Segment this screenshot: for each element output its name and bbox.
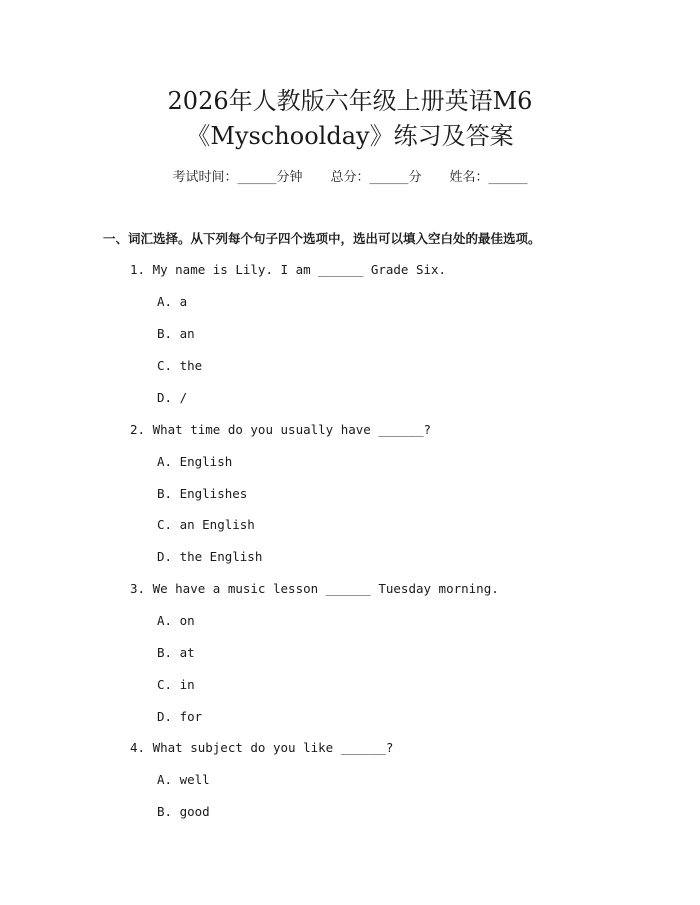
- question-4-text: 4. What subject do you like ______?: [130, 740, 394, 755]
- question-3-option-a: A. on: [157, 613, 195, 628]
- section-1-heading: 一、词汇选择。从下列每个句子四个选项中，选出可以填入空白处的最佳选项。: [103, 231, 541, 246]
- question-1-option-a: A. a: [157, 294, 188, 309]
- question-3-option-b: B. at: [157, 645, 195, 660]
- question-3-text: 3. We have a music lesson ______ Tuesday morning.: [130, 581, 499, 596]
- exam-time-label: 考试时间：______分钟: [172, 170, 303, 185]
- question-3-option-d: D. for: [157, 709, 203, 724]
- question-2-text: 2. What time do you usually have ______?: [130, 422, 432, 437]
- question-2-option-d: D. the English: [157, 549, 263, 564]
- question-1-option-d: D. /: [157, 390, 188, 405]
- document-title-line-1: 2026年人教版六年级上册英语M6: [167, 87, 533, 115]
- question-1-option-c: C. the: [157, 358, 203, 373]
- question-1-option-b: B. an: [157, 326, 195, 341]
- question-4-option-a: A. well: [157, 772, 210, 787]
- question-4-option-b: B. good: [157, 804, 210, 819]
- question-2-option-b: B. Englishes: [157, 486, 248, 501]
- total-score-label: 总分：______分: [330, 170, 422, 185]
- exam-info-row: [0, 169, 700, 187]
- question-2-option-a: A. English: [157, 454, 233, 469]
- document-title-line-2: 《Myschoolday》练习及答案: [186, 122, 514, 150]
- question-1-text: 1. My name is Lily. I am ______ Grade Six.: [130, 262, 447, 277]
- question-2-option-c: C. an English: [157, 517, 255, 532]
- student-name-label: 姓名：______: [449, 170, 528, 185]
- question-3-option-c: C. in: [157, 677, 195, 692]
